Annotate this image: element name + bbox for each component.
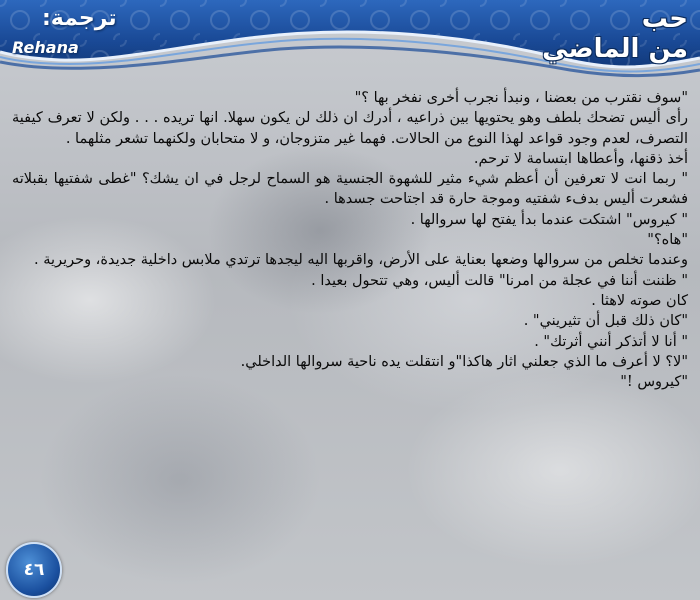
paragraph: "لا؟ لا أعرف ما الذي جعلني اثار هاكذا"و انتقلت يده ناحية سروالها الداخلي. [240, 353, 688, 370]
translator-label: ترجمة: [42, 6, 117, 31]
translator-credit [8, 4, 118, 60]
paragraph: أخذ ذقنها، وأعطاها ابتسامة لا ترحم. [473, 150, 688, 167]
paragraph: "سوف نقترب من بعضنا ، ونبدأ نجرب أخرى نفخر بها ؟" [354, 90, 688, 106]
paragraph: كان صوته لاهثا . [591, 292, 688, 309]
translator-name: Rehana [12, 38, 79, 57]
book-title [488, 4, 688, 64]
paragraph: وعندما تخلص من سروالها وضعها بعناية على الأرض، واقربها اليه ليجدها ترتدي ملابس داخلية جديدة، وحريرية . [34, 252, 688, 269]
page-number-badge [6, 542, 62, 598]
paragraph: " ظننت أننا في عجلة من امرنا" قالت أليس، وهي تتحول بعيدا . [311, 272, 688, 289]
title-line-1: حب [641, 4, 688, 34]
page-number: ٤٦ [23, 560, 45, 580]
paragraph: " كيروس" اشتكت عندما بدأ يفتح لها سروالها . [410, 211, 688, 228]
paragraph: "هاه؟" [647, 232, 688, 249]
paragraph: "كان ذلك قبل أن تثيريني" . [523, 313, 688, 330]
paragraph: "كيروس !" [620, 374, 688, 391]
paragraph: رأى أليس تضحك بلطف وهو يحتويها بين ذراعيه ، أدرك ان ذلك لن يكون سهلا. انها تريده . . . ولكن لا تعرف كيفية التصرف، لعدم وجود قواعد لهذا النوع من الحالات. فهما غير متزوجان، و لا متحابان ولكنهما تشعر مثلهما . [12, 110, 688, 147]
paragraph: " ربما انت لا تعرفين أن أعظم شيء مثير للشهوة الجنسية هو السماح لرجل في ان يشك؟ "غطى شفتيها بقبلاته فشعرت أليس بدفء شفتيه وموجة حارة قد اجتاحت جسدها . [12, 171, 688, 208]
story-text [12, 88, 688, 392]
header-banner [0, 0, 700, 95]
title-line-2: من الماضي [542, 34, 688, 64]
paragraph: " أنا لا أتذكر أنني أثرتك" . [534, 333, 688, 350]
